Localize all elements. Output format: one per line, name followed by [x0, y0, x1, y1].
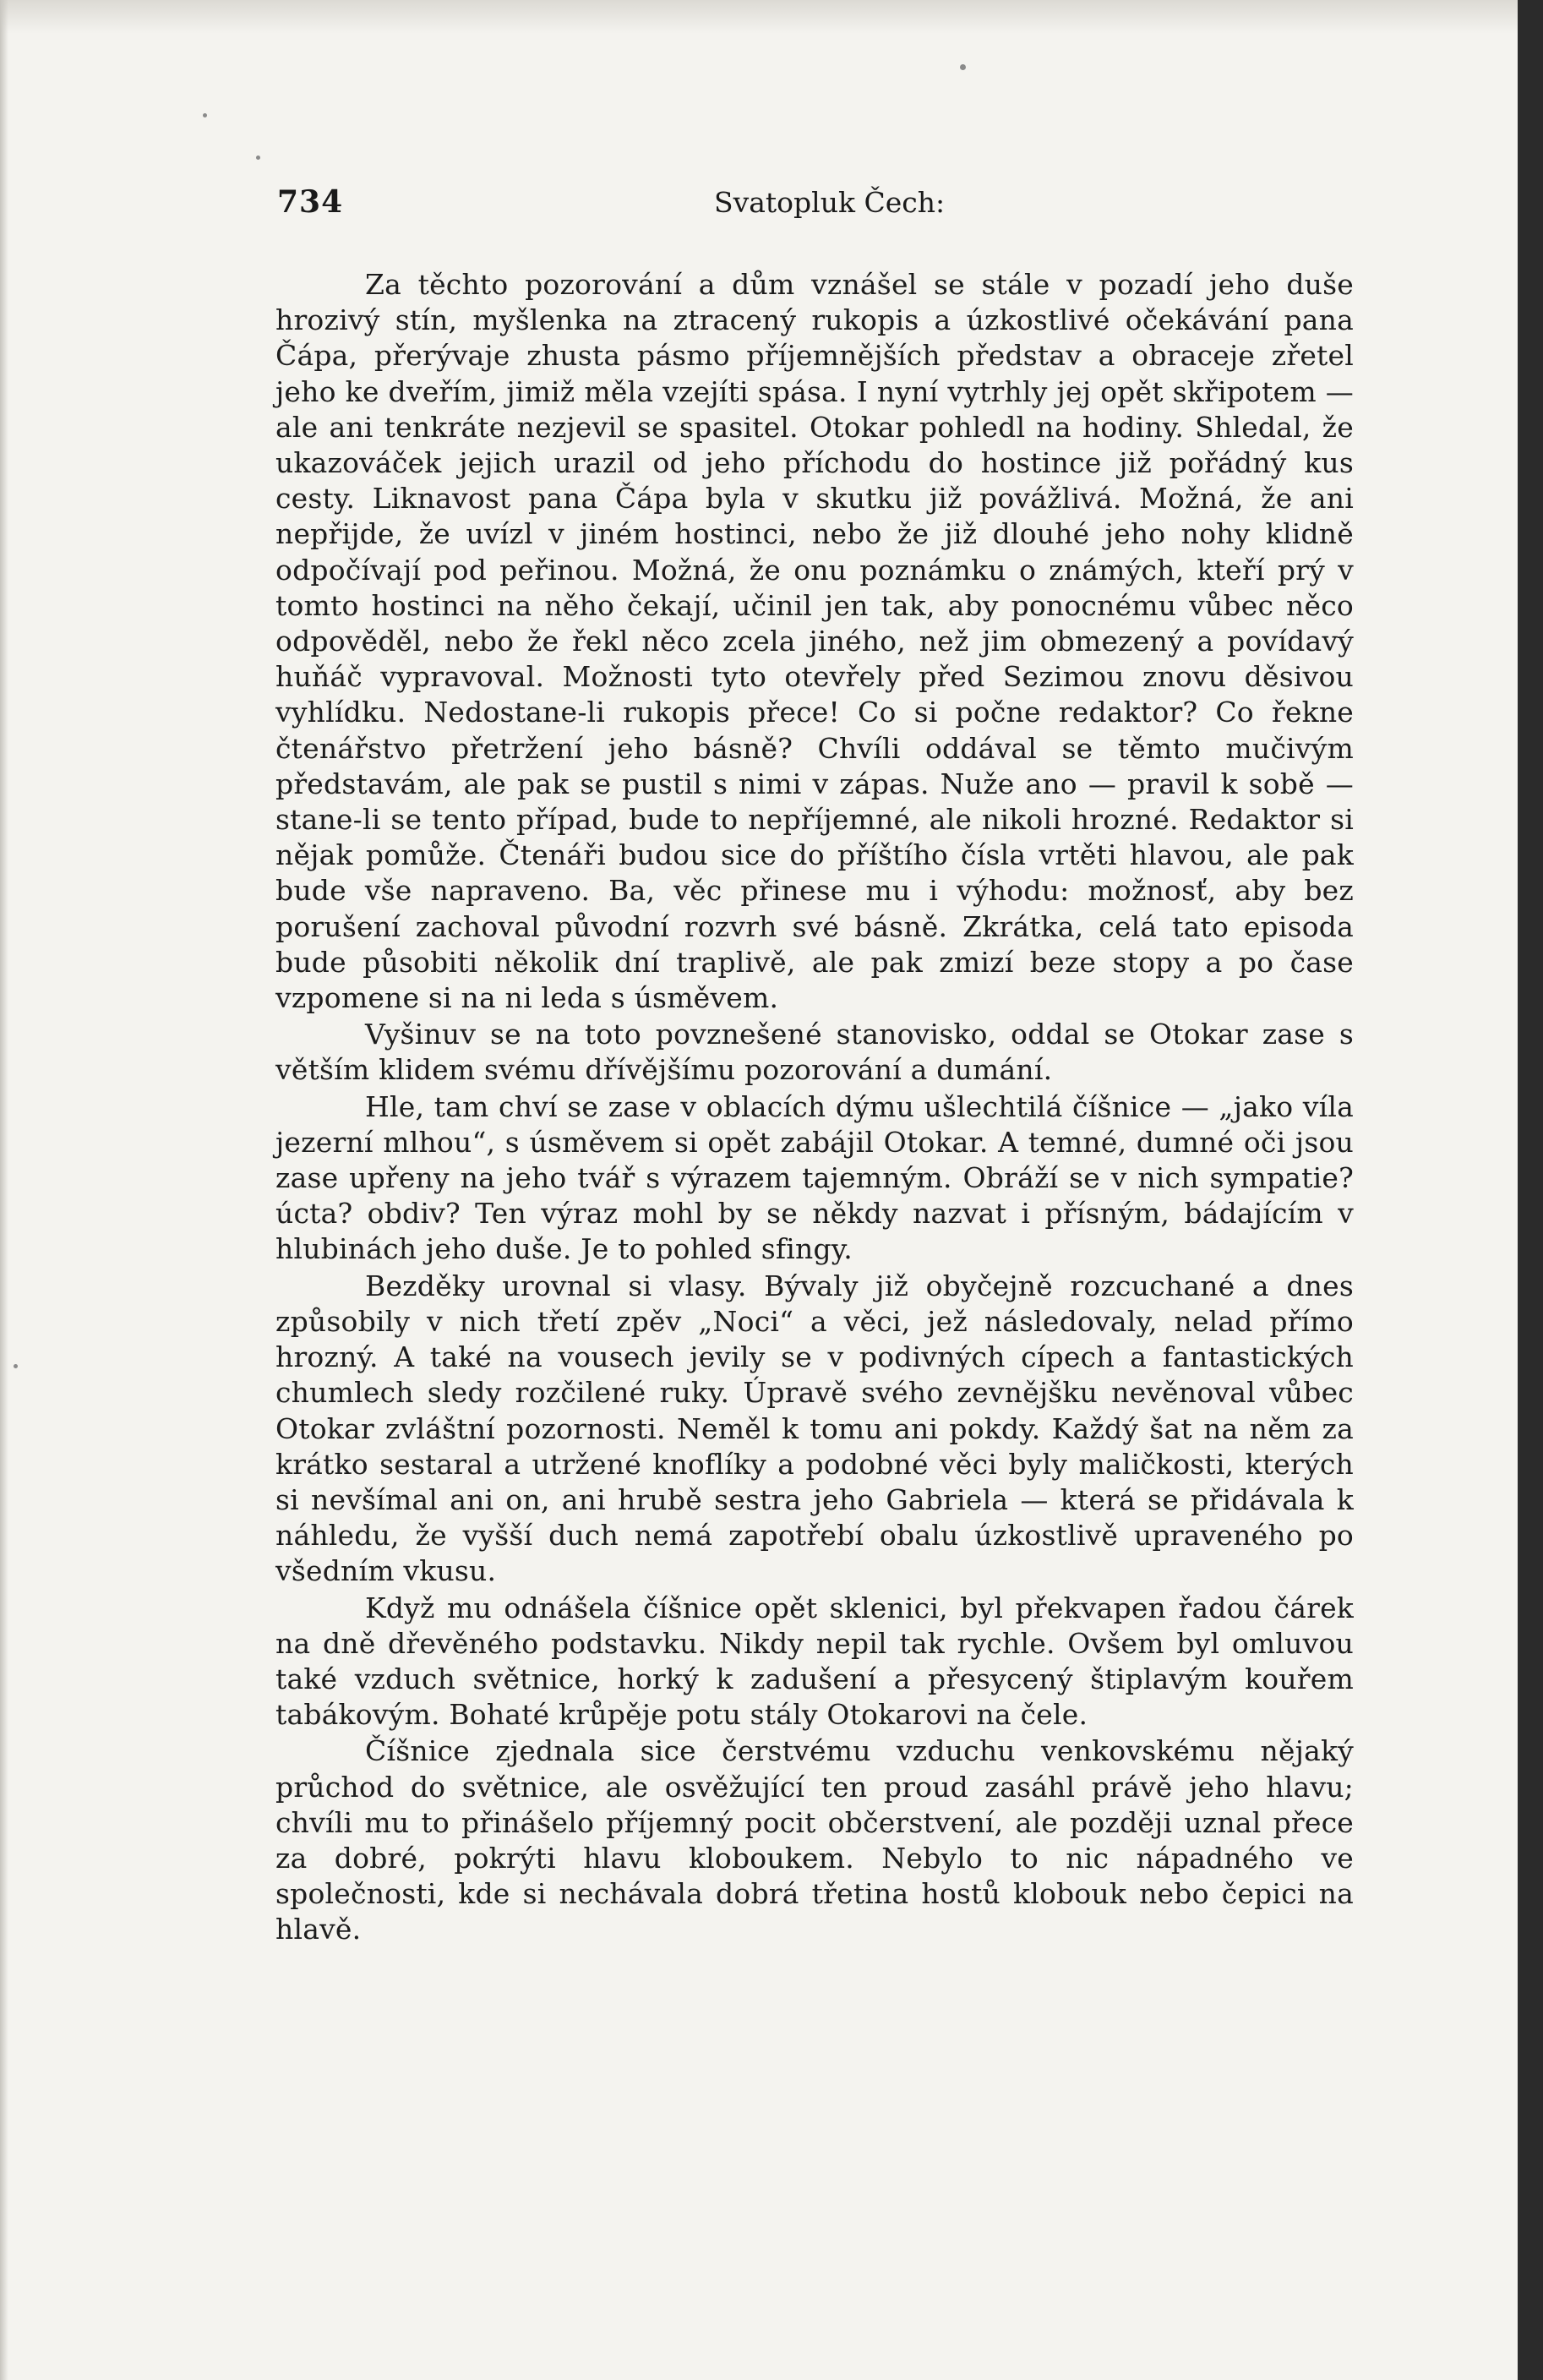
scan-speck — [14, 1364, 18, 1368]
page-edge-shadow-top — [0, 0, 1518, 34]
page-number: 734 — [277, 184, 344, 220]
scan-border-right — [1518, 0, 1543, 2380]
paragraph: Vyšinuv se na toto povznešené stanovisko, oddal se Otokar zase s větším klidem svému dřívějšímu pozorování a dumání. — [275, 1018, 1354, 1087]
scan-speck — [203, 113, 207, 117]
running-head: Svatopluk Čech: — [714, 186, 946, 219]
paragraph: Za těchto pozorování a dům vznášel se stále v pozadí jeho duše hrozivý stín, myšlenka na ztracený rukopis a úzkostlivé očekávání pana Čápa, přerývaje zhusta pásmo příjemnějších představ a obraceje zřetel jeho ke dveřím, jimiž měla vzejíti spása. I nyní vytrhly jej opět skřipotem — ale ani tenkráte nezjevil se spasitel. Otokar pohledl na hodiny. Shledal, že ukazováček jejich urazil od jeho příchodu do hostince již pořádný kus cesty. Liknavost pana Čápa byla v skutku již povážlivá. Možná, že ani nepřijde, že uvízl v jiném hostinci, nebo že již dlouhé jeho nohy klidně odpočívají pod peřinou. Možná, že onu poznámku o známých, kteří prý v tomto hostinci na něho čekají, učinil jen tak, aby ponocnému vůbec něco odpověděl, nebo že řekl něco zcela jiného, než jim obmezený a povídavý huňáč vypravoval. Možnosti tyto otevřely před Sezimou znovu děsivou vyhlídku. Nedostane-li rukopis přece! Co si počne redaktor? Co řekne čtenářstvo přetržení jeho básně? Chvíli oddával se těmto mučivým představám, ale pak se pustil s nimi v zápas. Nuže ano — pravil k sobě — stane-li se tento případ, bude to nepříjemné, ale nikoli hrozné. Redaktor si nějak pomůže. Čtenáři budou sice do příštího čísla vrtěti hlavou, ale pak bude vše napraveno. Ba, věc přinese mu i výhodu: možnosť, aby bez porušení zachoval původní rozvrh své básně. Zkrátka, celá tato episoda bude působiti několik dní traplivě, ale pak zmizí beze stopy a po čase vzpomene si na ni leda s úsměvem. — [275, 268, 1354, 1015]
page-edge-shadow-left — [0, 0, 8, 2380]
paragraph: Když mu odnášela číšnice opět sklenici, byl překvapen řadou čárek na dně dřevěného podstavku. Nikdy nepil tak rychle. Ovšem byl omluvou také vzduch světnice, horký k zadušení a přesycený štiplavým kouřem tabákovým. Bohaté krůpěje potu stály Otokarovi na čele. — [275, 1591, 1354, 1732]
paragraph: Číšnice zjednala sice čerstvému vzduchu venkovskému nějaký průchod do světnice, ale osvěžující ten proud zasáhl právě jeho hlavu; chvíli mu to přinášelo příjemný pocit občerstvení, ale později uznal přece za dobré, pokrýti hlavu kloboukem. Nebylo to nic nápadného ve společnosti, kde si nechávala dobrá třetina hostů klobouk nebo čepici na hlavě. — [275, 1734, 1354, 1946]
scan-speck — [256, 156, 260, 160]
paragraph: Bezděky urovnal si vlasy. Bývaly již obyčejně rozcuchané a dnes způsobily v nich třetí zpěv „Noci“ a věci, jež následovaly, nelad přímo hrozný. A také na vousech jevily se v podivných cípech a fantastických chumlech sledy rozčilené ruky. Úpravě svého zevnějšku nevěnoval vůbec Otokar zvláštní pozornosti. Neměl k tomu ani pokdy. Každý šat na něm za krátko sestaral a utržené knoflíky a podobné věci byly maličkosti, kterých si nevšímal ani on, ani hrubě sestra jeho Gabriela — která se přidávala k náhledu, že vyšší duch nemá zapotřebí obalu úzkostlivě upraveného po všedním vkusu. — [275, 1269, 1354, 1588]
scan-speck — [960, 64, 966, 70]
paragraph: Hle, tam chví se zase v oblacích dýmu ušlechtilá číšnice — „jako víla jezerní mlhou“, s úsměvem si opět zabájil Otokar. A temné, dumné oči jsou zase upřeny na jeho tvář s výrazem tajemným. Obráží se v nich sympatie? úcta? obdiv? Ten výraz mohl by se někdy nazvat i přísným, bádajícím v hlubinách jeho duše. Je to pohled sfingy. — [275, 1089, 1354, 1266]
body-text — [275, 267, 1354, 1949]
page-header — [277, 184, 1350, 235]
